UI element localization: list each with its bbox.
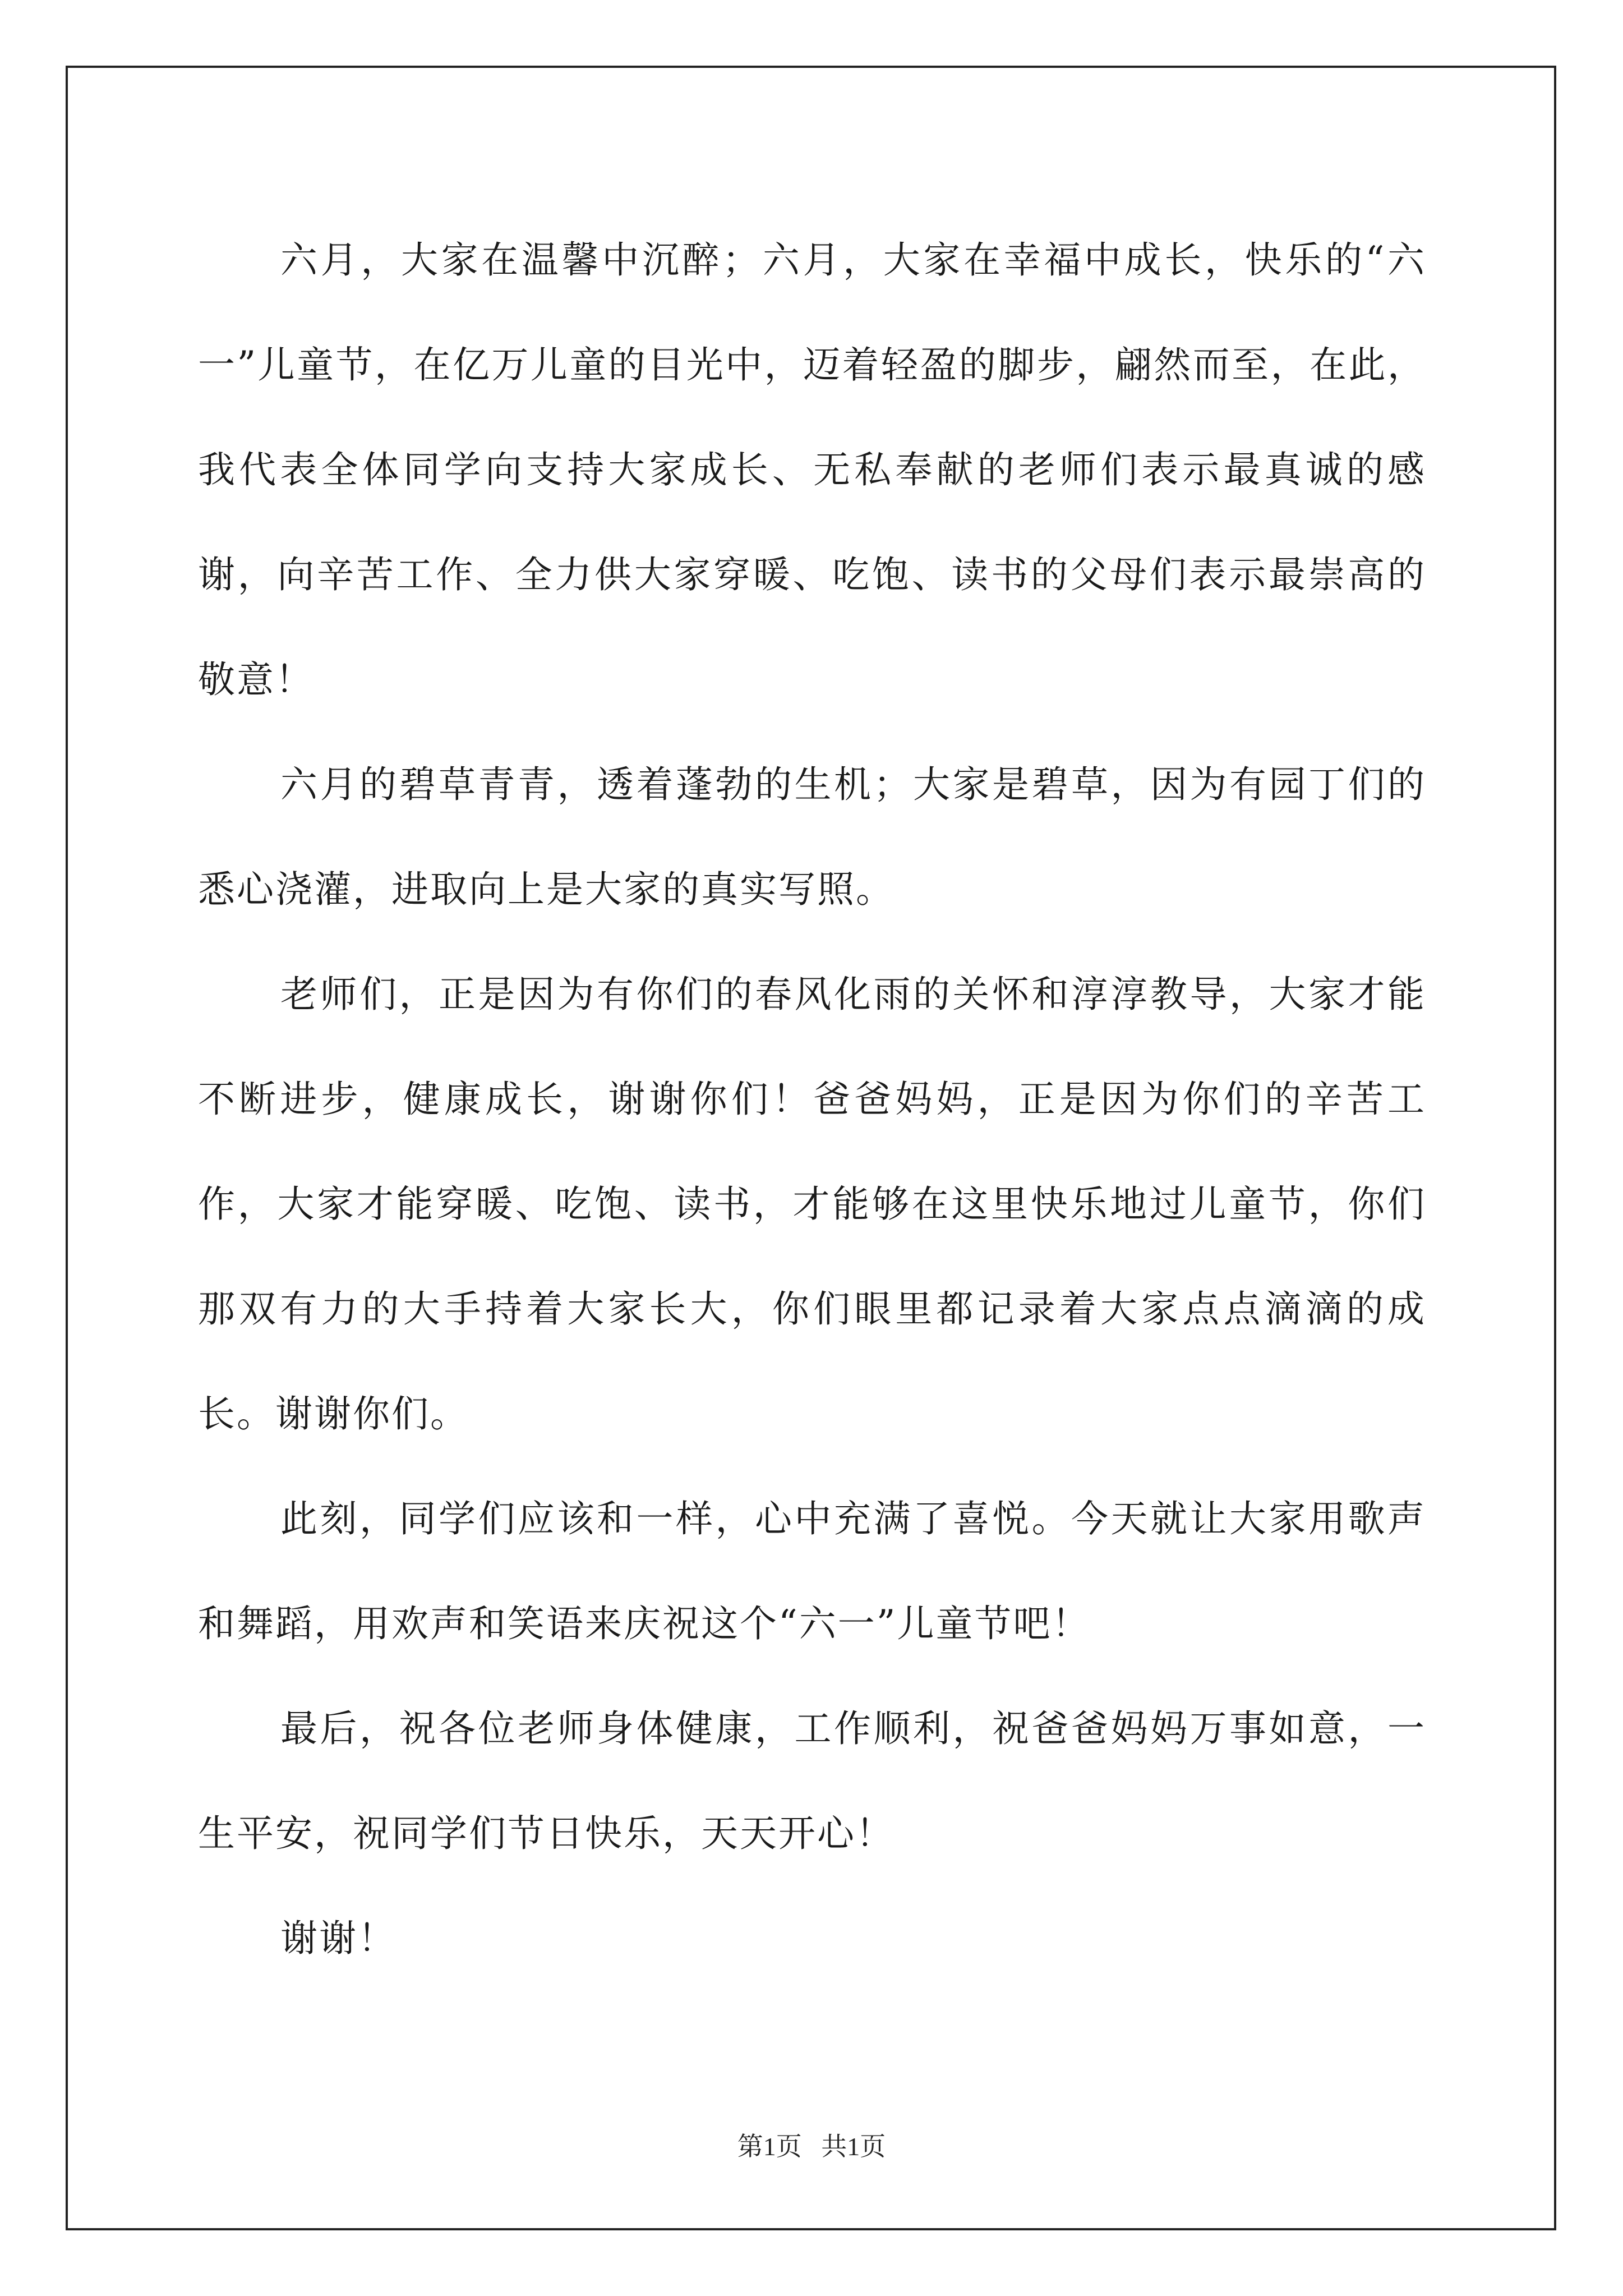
paragraph-5: 最后，祝各位老师身体健康，工作顺利，祝爸爸妈妈万事如意，一生平安，祝同学们节日快乐，天天开心！ xyxy=(198,1707,1426,1855)
paragraph-4: 此刻，同学们应该和一样，心中充满了喜悦。今天就让大家用歌声和舞蹈，用欢声和笑语来庆祝这个“六一”儿童节吧！ xyxy=(198,1497,1426,1645)
paragraph-2: 六月的碧草青青，透着蓬勃的生机；大家是碧草，因为有园丁们的悉心浇灌，进取向上是大家的真实写照。 xyxy=(198,763,1426,911)
paragraph-6: 谢谢！ xyxy=(280,1917,396,1960)
paragraph-3: 老师们，正是因为有你们的春风化雨的关怀和淳淳教导，大家才能不断进步，健康成长，谢谢你们！爸爸妈妈，正是因为你们的辛苦工作，大家才能穿暖、吃饱、读书，才能够在这里快乐地过儿童节，你们那双有力的大手持着大家长大，你们眼里都记录着大家点点滴滴的成长。谢谢你们。 xyxy=(198,973,1426,1435)
page-number-footer: 第1页 共1页 xyxy=(737,2132,886,2161)
paragraph-1: 六月，大家在温馨中沉醉；六月，大家在幸福中成长，快乐的“六一”儿童节，在亿万儿童的目光中，迈着轻盈的脚步，翩然而至，在此，我代表全体同学向支持大家成长、无私奉献的老师们表示最真诚的感谢，向辛苦工作、全力供大家穿暖、吃饱、读书的父母们表示最崇高的敬意！ xyxy=(198,238,1426,701)
document-body xyxy=(198,208,1426,1991)
